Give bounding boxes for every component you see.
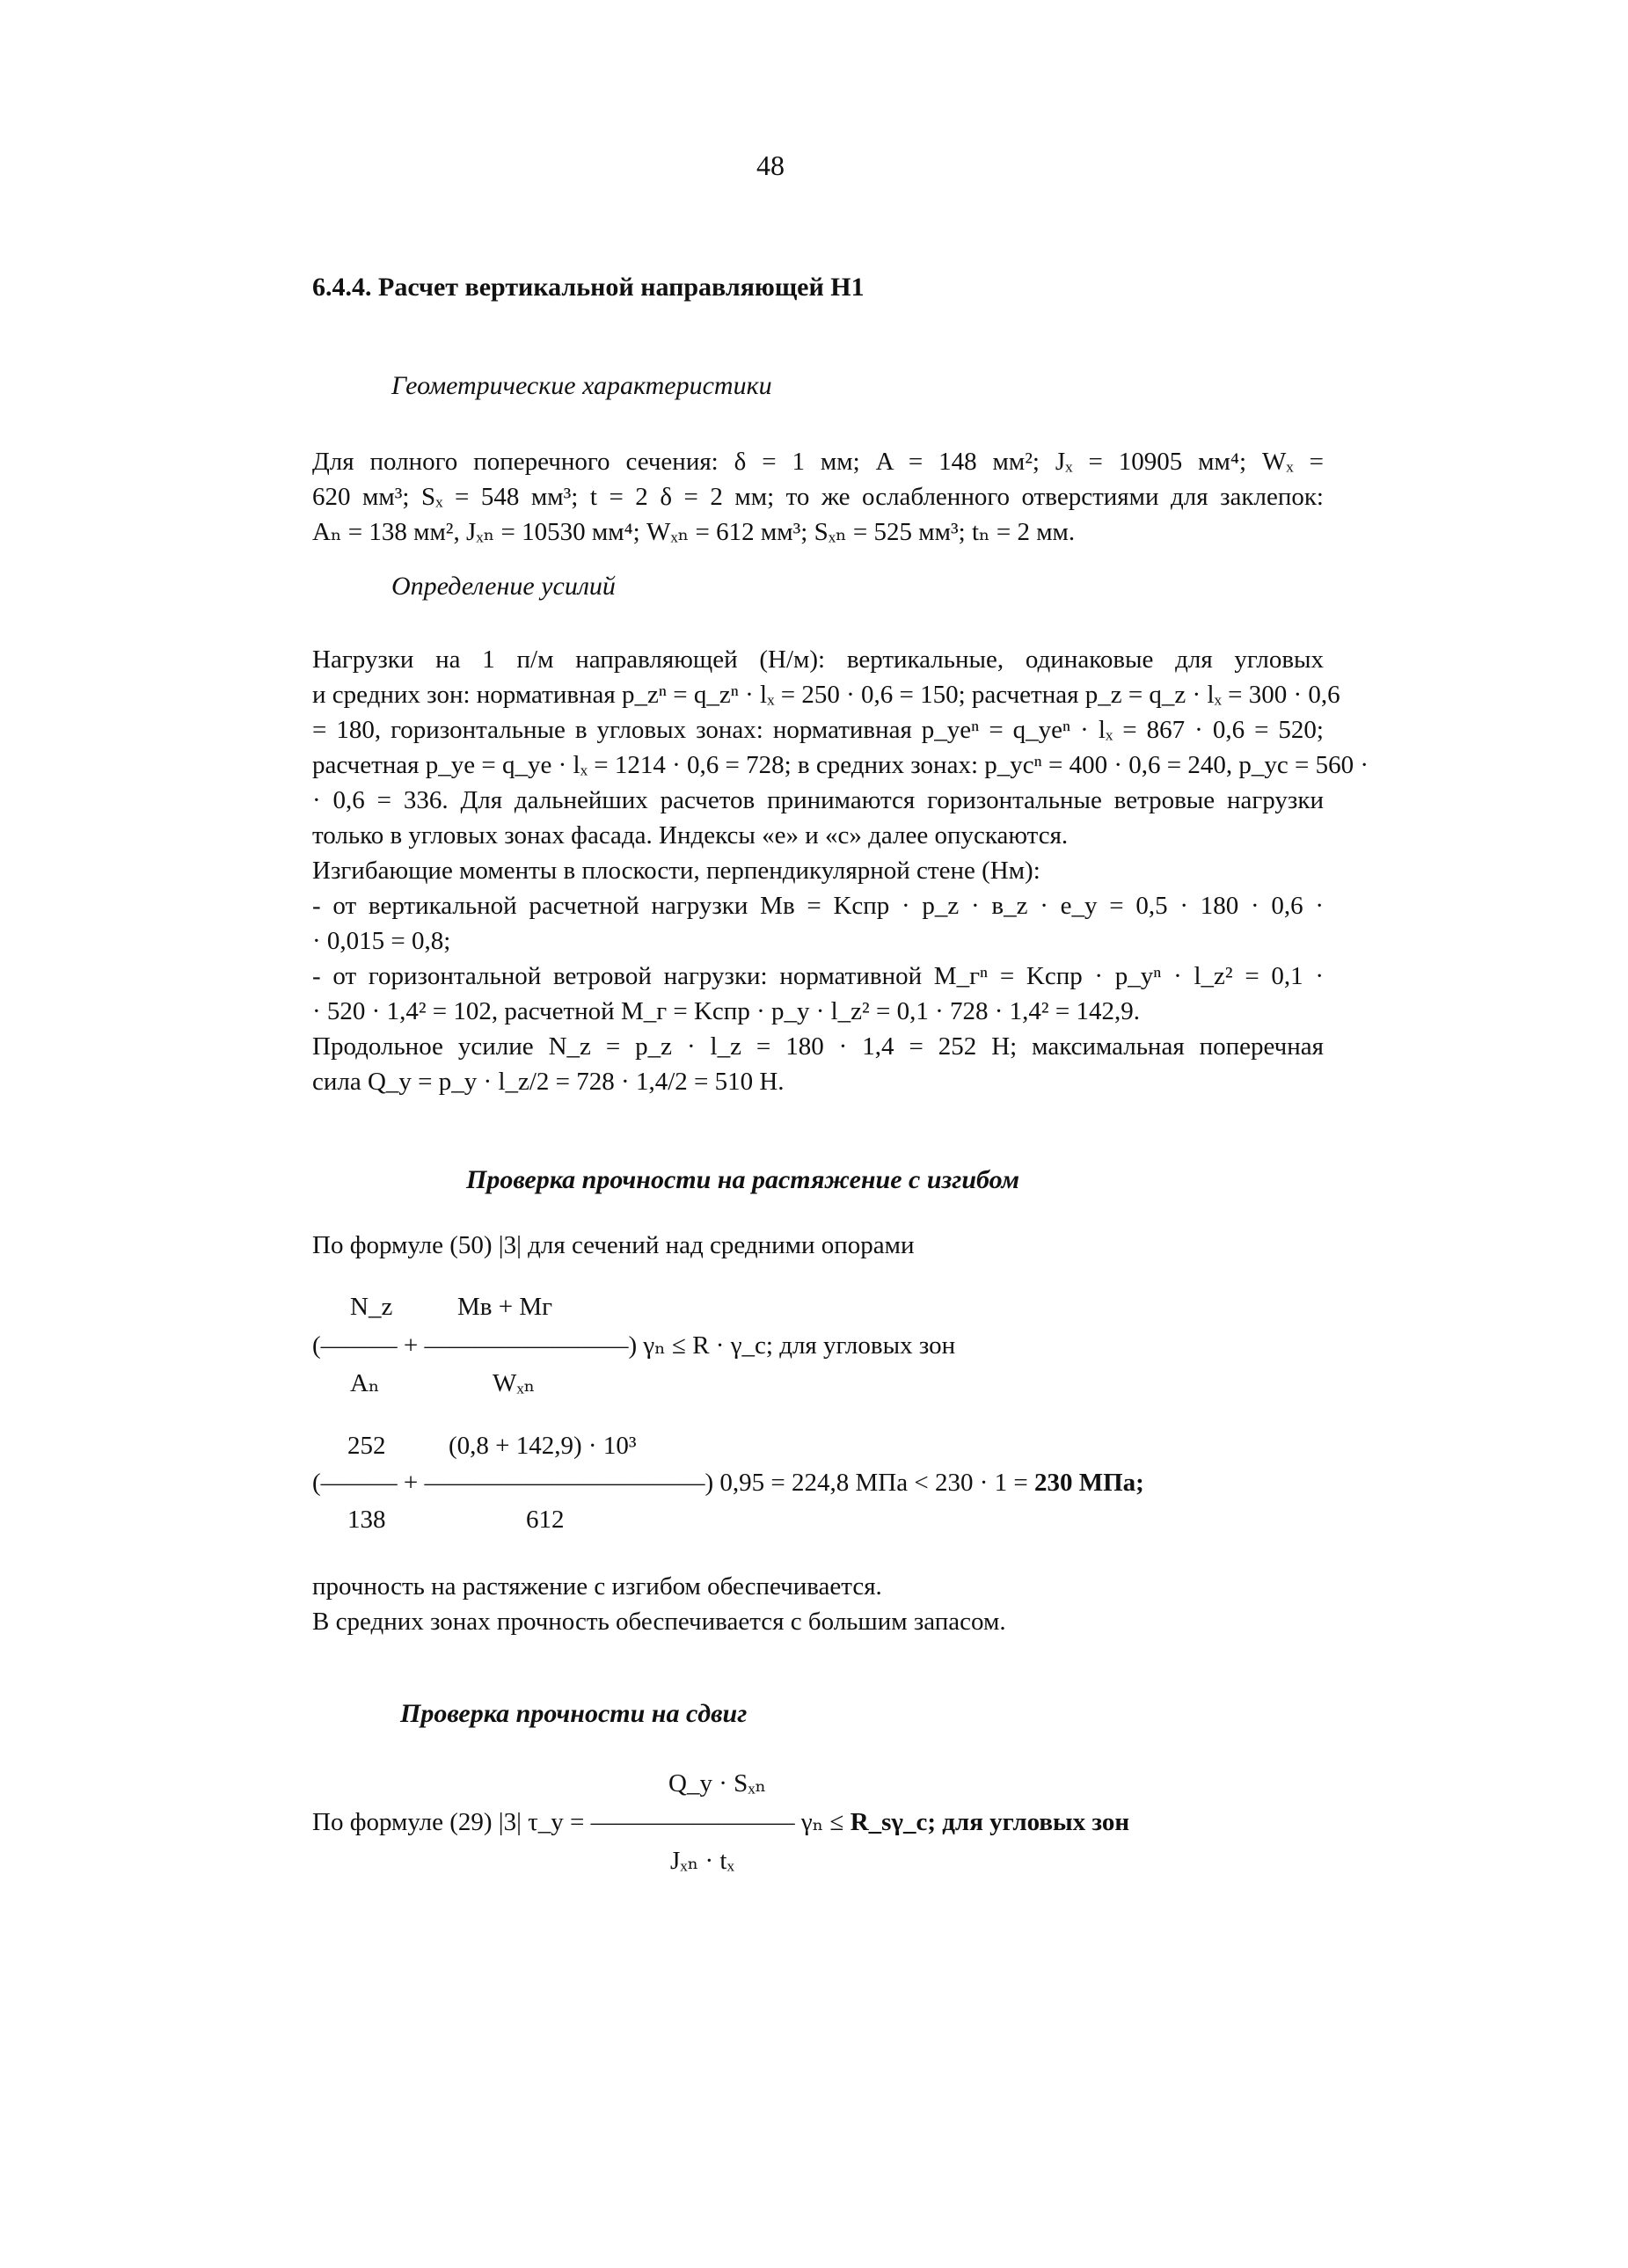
shear-condition: R_sγ_c; для угловых зон (850, 1808, 1130, 1836)
formula2-numerator-right: (0,8 + 142,9) · 10³ (449, 1432, 637, 1460)
forces-line: - от горизонтальной ветровой нагрузки: нормативной M_гⁿ = Kспр · p_yⁿ · l_z² = 0,1 · (312, 962, 1324, 990)
formula2-main-text: (——— + ———————————) 0,95 = 224,8 МПа < 230 · 1 = (312, 1469, 1034, 1497)
geometry-line: Для полного поперечного сечения: δ = 1 мм; A = 148 мм²; Jₓ = 10905 мм⁴; Wₓ = (312, 448, 1324, 476)
shear-main-text: По формуле (29) |3| τ_y = ———————— γₙ ≤ (312, 1808, 851, 1836)
forces-line: расчетная p_ye = q_ye · lₓ = 1214 · 0,6 = 728; в средних зонах: p_ycⁿ = 400 · 0,6 = 240, p_yc = 560 · (312, 751, 1369, 779)
formula2-result: 230 МПа; (1034, 1469, 1144, 1497)
geometry-line: Aₙ = 138 мм², Jₓₙ = 10530 мм⁴; Wₓₙ = 612 мм³; Sₓₙ = 525 мм³; tₙ = 2 мм. (312, 518, 1076, 546)
forces-line: Изгибающие моменты в плоскости, перпендикулярной стене (Нм): (312, 857, 1040, 885)
formula1-denominator-right: Wₓₙ (493, 1369, 536, 1397)
forces-line: · 520 · 1,4² = 102, расчетной M_г = Kспр · p_y · l_z² = 0,1 · 728 · 1,4² = 142,9. (312, 997, 1140, 1025)
forces-line: и средних зон: нормативная p_zⁿ = q_zⁿ · lₓ = 250 · 0,6 = 150; расчетная p_z = q_z · lₓ = 300 · 0,6 (312, 681, 1340, 709)
shear-heading: Проверка прочности на сдвиг (400, 1699, 748, 1728)
formula2-numerator-left: 252 (347, 1432, 386, 1460)
forces-line: только в угловых зонах фасада. Индексы «е» и «с» далее опускаются. (312, 821, 1069, 850)
page-number: 48 (756, 149, 785, 181)
tension-result-2: В средних зонах прочность обеспечивается с большим запасом. (312, 1608, 1006, 1636)
forces-heading: Определение усилий (391, 572, 616, 601)
forces-line: · 0,6 = 336. Для дальнейших расчетов принимаются горизонтальные ветровые нагрузки (312, 786, 1324, 814)
tension-heading: Проверка прочности на растяжение с изгибом (466, 1165, 1020, 1194)
forces-line: - от вертикальной расчетной нагрузки Mв = Kспр · p_z · в_z · e_y = 0,5 · 180 · 0,6 · (312, 892, 1324, 920)
formula2-denominator-right: 612 (526, 1506, 565, 1534)
formula2-denominator-left: 138 (347, 1506, 386, 1534)
formula1-main-line: (——— + ————————) γₙ ≤ R · γ_c; для угловых зон (312, 1331, 956, 1360)
formula1-numerator-left: N_z (350, 1293, 393, 1321)
formula2-main-line (312, 1469, 1144, 1498)
tension-intro: По формуле (50) |3| для сечений над средними опорами (312, 1231, 915, 1259)
forces-line: Продольное усилие N_z = p_z · l_z = 180 · 1,4 = 252 Н; максимальная поперечная (312, 1032, 1324, 1061)
forces-line: сила Q_y = p_y · l_z/2 = 728 · 1,4/2 = 510 Н. (312, 1068, 785, 1096)
tension-result-1: прочность на растяжение с изгибом обеспечивается. (312, 1572, 882, 1601)
forces-paragraph (312, 642, 1369, 1099)
shear-main-line (312, 1806, 1129, 1837)
forces-line: · 0,015 = 0,8; (312, 927, 451, 955)
geometry-line: 620 мм³; Sₓ = 548 мм³; t = 2 δ = 2 мм; то же ослабленного отверстиями для заклепок: (312, 483, 1324, 511)
section-title: 6.4.4. Расчет вертикальной направляющей Н1 (312, 273, 865, 302)
formula1-numerator-right: Mв + Mг (457, 1293, 553, 1321)
geometry-heading: Геометрические характеристики (391, 371, 772, 400)
shear-numerator: Q_y · Sₓₙ (668, 1769, 767, 1798)
shear-denominator: Jₓₙ · tₓ (670, 1847, 734, 1875)
formula1-denominator-left: Aₙ (350, 1369, 380, 1397)
geometry-paragraph (312, 444, 1324, 550)
forces-line: Нагрузки на 1 п/м направляющей (Н/м): вертикальные, одинаковые для угловых (312, 645, 1324, 674)
forces-line: = 180, горизонтальные в угловых зонах: нормативная p_yeⁿ = q_yeⁿ · lₓ = 867 · 0,6 = 520; (312, 716, 1324, 744)
